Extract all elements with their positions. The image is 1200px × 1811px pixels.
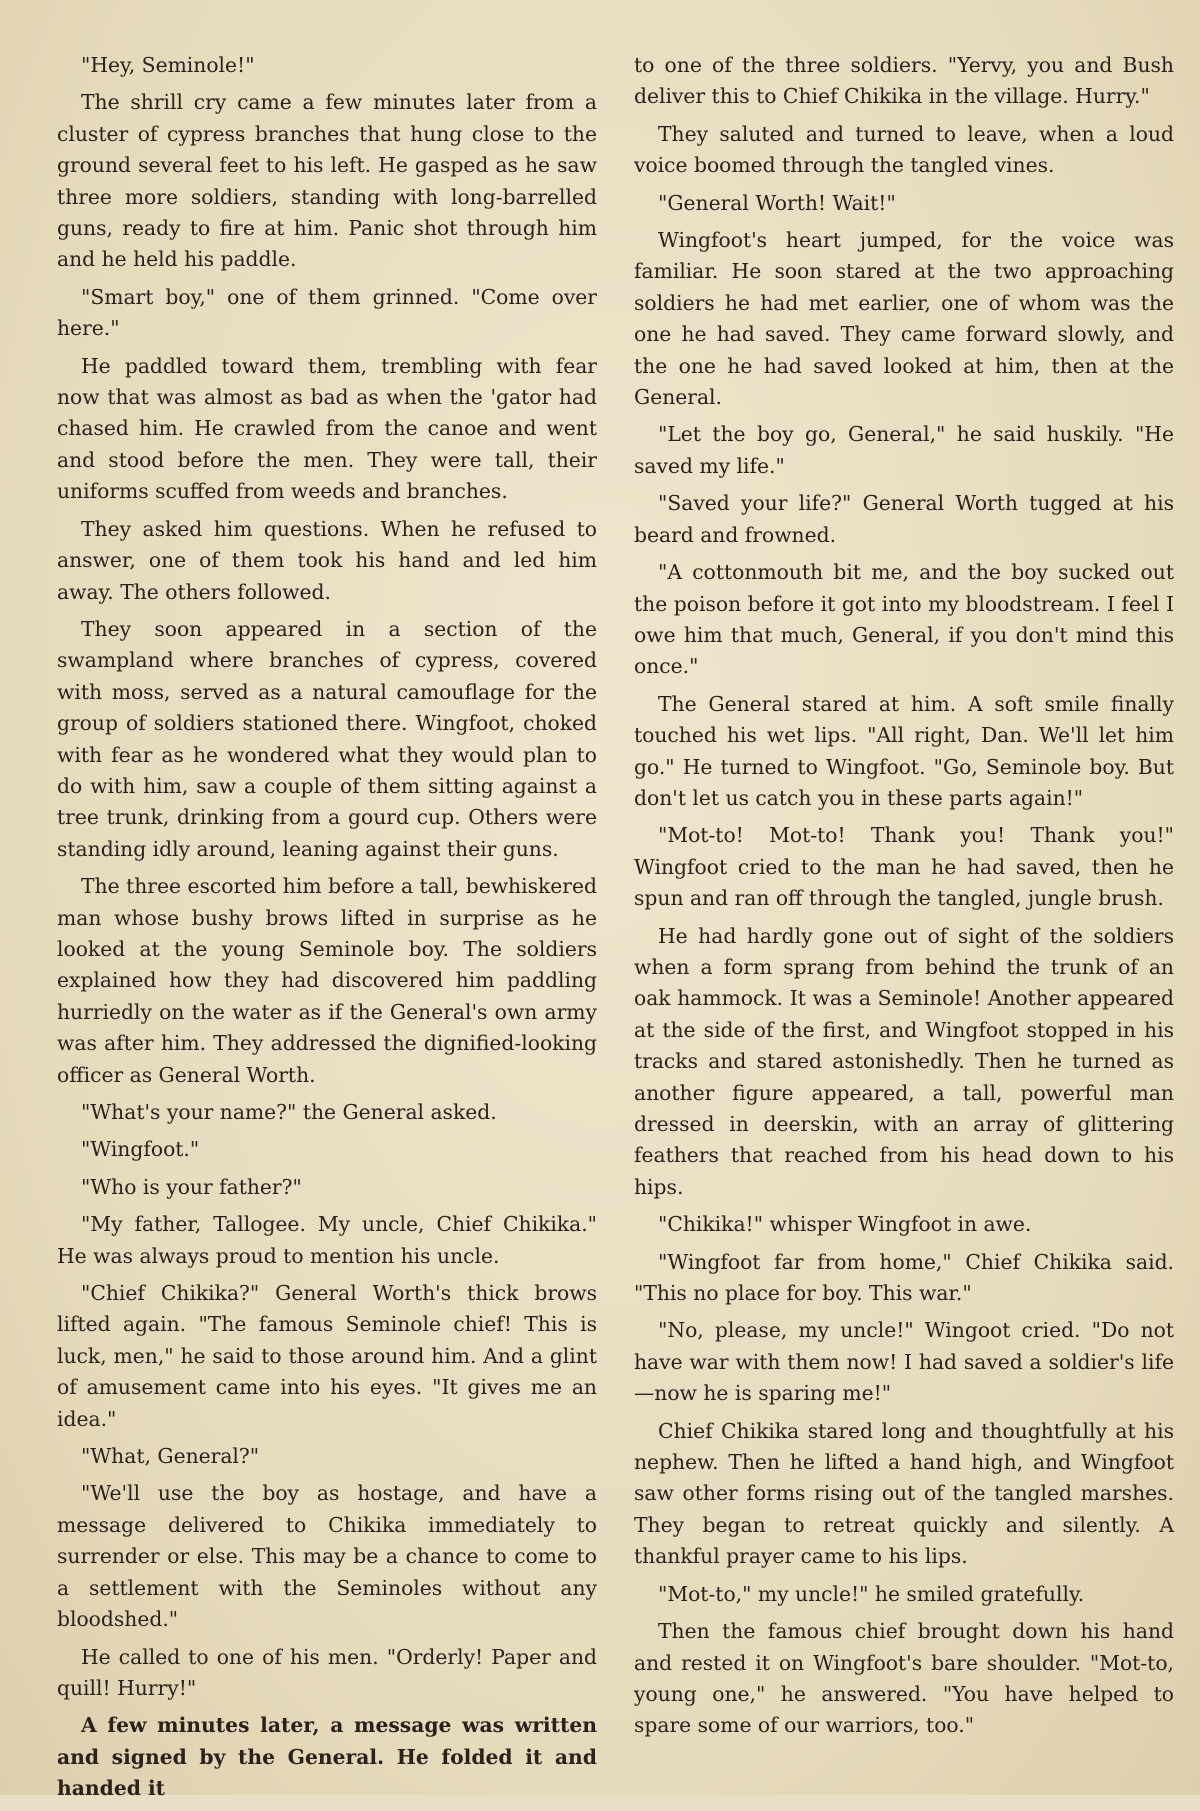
paragraph: "We'll use the boy as hostage, and have a message delivered to Chikika immediately to surrender or else. This may be a chance to come to a settlement with the Seminoles without any bloodshed." [57,1481,597,1632]
paragraph: The shrill cry came a few minutes later from a cluster of cypress branches that hung close to the ground several feet to his left. He gasped as he saw three more soldiers, standing with long-barrelled guns, ready to fire at him. Panic shot through him and he held his paddle. [57,90,597,272]
paragraph: Chief Chikika stared long and thoughtfully at his nephew. Then he lifted a hand high, and Wingfoot saw other forms rising out of the tangled marshes. They began to retreat quickly and silently. A thankful prayer came to his lips. [634,1418,1174,1569]
paragraph: The three escorted him before a tall, bewhiskered man whose bushy brows lifted in surprise as he looked at the young Seminole boy. The soldiers explained how they had discovered him paddling hurriedly on the water as if the General's own army was after him. They addressed the dignified-looking officer as General Worth. [57,874,597,1087]
paragraph: to one of the three soldiers. "Yervy, you and Bush deliver this to Chief Chikika in the village. Hurry." [634,53,1174,109]
paragraph: He had hardly gone out of sight of the soldiers when a form sprang from behind the trunk of an oak hammock. It was a Seminole! Another appeared at the side of the first, and Wingfoot stopped in his tracks and stared astonishedly. Then he turned as another figure appeared, a tall, powerful man dressed in deerskin, with an array of glittering feathers that reached from his head down to his hips. [634,923,1174,1199]
paragraph: "What, General?" [81,1444,260,1469]
paragraph: Wingfoot's heart jumped, for the voice was familiar. He soon stared at the two approaching soldiers he had met earlier, one of whom was the one he had saved. They came forward slowly, and the one he had saved looked at him, then at the General. [634,228,1174,410]
paragraph: "Smart boy," one of them grinned. "Come over here." [57,284,597,341]
paragraph: "Who is your father?" [81,1174,302,1199]
paragraph: "Let the boy go, General," he said huskily. "He saved my life." [634,422,1174,478]
paragraph: They soon appeared in a section of the swampland where branches of cypress, covered with moss, served as a natural camouflage for the group of soldiers stationed there. Wingfoot, choked with fear as he wondered what they would plan to do with him, saw a couple of them sitting against a tree trunk, drinking from a gourd cup. Others were standing idly around, leaning against their guns. [57,616,597,861]
paragraph: "What's your name?" the General asked. [81,1100,497,1124]
paragraph: "General Worth! Wait!" [658,190,896,215]
paragraph: They saluted and turned to leave, when a loud voice boomed through the tangled vines. [634,121,1174,178]
paragraph: "Saved your life?" General Worth tugged at his beard and frowned. [634,491,1174,547]
paragraph: They asked him questions. When he refused to answer, one of them took his hand and led him away. The others followed. [57,516,597,604]
paragraph: "Chikika!" whisper Wingfoot in awe. [658,1212,1032,1237]
paragraph: He paddled toward them, trembling with fear now that was almost as bad as when the 'gator had chased him. He crawled from the canoe and went and stood before the men. They were tall, their uniforms scuffed from weeds and branches. [57,353,597,504]
paragraph: "Chief Chikika?" General Worth's thick brows lifted again. "The famous Seminole chief! This is luck, men," he said to those around him. And a glint of amusement came into his eyes. "It gives me an idea." [57,1281,597,1431]
paragraph: Then the famous chief brought down his hand and rested it on Wingfoot's bare shoulder. "Mot-to, young one," he answered. "You have helped to spare some of our warriors, too." [634,1619,1174,1738]
paragraph: "My father, Tallogee. My uncle, Chief Chikika." He was always proud to mention his uncle. [57,1212,597,1268]
paragraph: "Hey, Seminole!" [81,53,255,77]
paragraph: "Wingfoot far from home," Chief Chikika said. "This no place for boy. This war." [634,1249,1174,1306]
paragraph: A few minutes later, a message was written and signed by the General. He folded it and handed it [57,1713,597,1801]
paragraph: "Mot-to! Mot-to! Thank you! Thank you!" Wingfoot cried to the man he had saved, then he spun and ran off through the tangled, jungle brush. [634,823,1174,911]
paragraph: He called to one of his men. "Orderly! Paper and quill! Hurry!" [57,1644,597,1700]
paragraph: "Wingfoot." [81,1137,200,1162]
right-column [634,50,1174,1748]
paragraph: The General stared at him. A soft smile finally touched his wet lips. "All right, Dan. We'll let him go." He turned to Wingfoot. "Go, Seminole boy. But don't let us catch you in these parts again!" [634,691,1174,810]
left-column [57,50,597,1811]
paragraph: "A cottonmouth bit me, and the boy sucked out the poison before it got into my bloodstream. I feel I owe him that much, General, if you don't mind this once." [634,560,1174,679]
paragraph: "No, please, my uncle!" Wingoot cried. "Do not have war with them now! I had saved a soldier's life—now he is sparing me!" [634,1318,1174,1406]
paragraph: "Mot-to," my uncle!" he smiled gratefully. [658,1581,1085,1606]
